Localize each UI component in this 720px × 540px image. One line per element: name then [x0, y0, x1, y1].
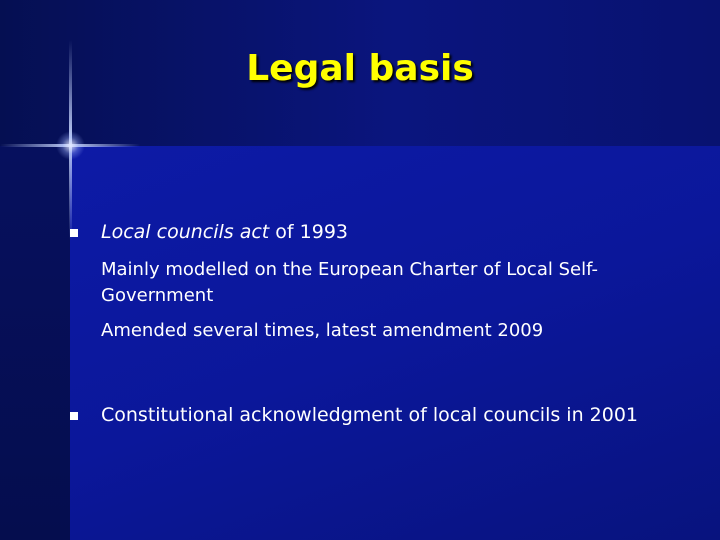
slide-title: Legal basis	[246, 48, 474, 89]
act-name: Local councils act	[101, 221, 270, 243]
square-bullet-icon	[70, 412, 78, 420]
sub-item-2: Amended several times, latest amendment 2009	[101, 320, 544, 341]
bullet-2-text: Constitutional acknowledgment of local councils in 2001	[101, 404, 639, 426]
lens-flare-icon	[56, 131, 85, 160]
act-year: of 1993	[269, 221, 349, 243]
left-panel-background	[0, 146, 70, 540]
bullet-1-text	[101, 219, 348, 245]
square-bullet-icon	[70, 229, 78, 237]
sub-item-1: Mainly modelled on the European Charter of Local Self-Government	[101, 259, 598, 306]
